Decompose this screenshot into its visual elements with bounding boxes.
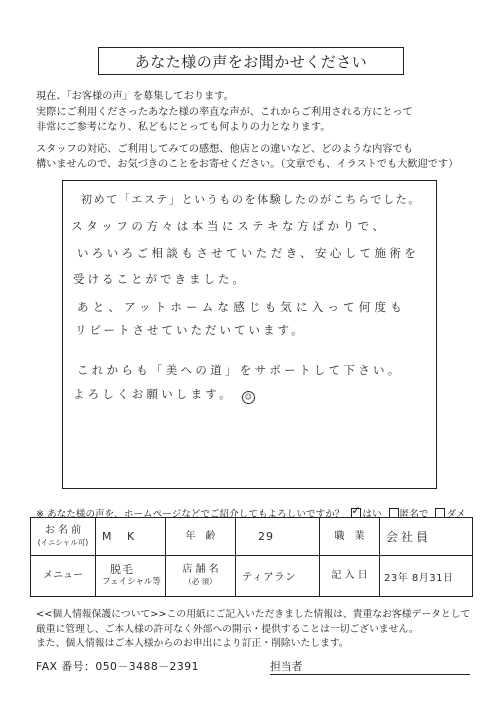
option-anonymous-label: 匿名で <box>399 509 429 520</box>
comment-line: これからも「美への道」をサポートして下さい。 <box>77 363 403 377</box>
intro-line: 非常にご参考になり、私どもにとっても何よりの力となります。 <box>36 122 331 133</box>
job-label: 職 業 <box>320 518 380 556</box>
comment-line: 受けることができました。 <box>73 272 247 286</box>
intro-line: 現在、「お客様の声」を募集しております。 <box>36 91 234 102</box>
consent-question: ※ あなた様の声を、ホームページなどでご紹介してもよろしいですか？ <box>36 509 345 520</box>
name-field[interactable]: M K <box>96 518 166 556</box>
comment-line: 初めて「エステ」というものを体験したのがこちらでした。 <box>81 193 421 206</box>
privacy-line: 厳重に管理し、ご本人様の許可なく外部への開示・提供することは一切ございません。 <box>36 623 419 635</box>
comment-box <box>62 180 437 489</box>
age-field[interactable]: 29 <box>236 518 320 556</box>
store-label-cell <box>166 556 236 597</box>
comment-line: リピートさせていただいています。 <box>75 323 306 337</box>
form-title: あなた様の声をお聞かせください <box>98 47 404 75</box>
menu-value-2: フェイシャル等 <box>102 577 161 587</box>
comment-line: いろいろご相談もさせていただき、安心して施術を <box>77 246 420 260</box>
option-no-label: ダメ <box>446 509 466 520</box>
name-label-cell <box>31 518 96 556</box>
privacy-line: また、個人情報はご本人様からのお申出により訂正・削除いたします。 <box>36 638 349 649</box>
menu-value-1: 脱毛 <box>110 563 134 576</box>
customer-info-table <box>30 517 473 597</box>
menu-field[interactable] <box>96 556 166 597</box>
comment-line: スタッフの方々は本当にステキな方ばかりで、 <box>71 219 388 233</box>
name-sublabel: (イニシャル可) <box>37 537 89 547</box>
fax-number: FAX 番号：050－3488－2391 <box>36 660 199 673</box>
name-label: お 名 前 <box>44 524 82 536</box>
comment-line: よろしくお願いします。 <box>73 387 234 401</box>
option-yes-label: はい <box>362 509 382 520</box>
store-field[interactable]: ティアラン <box>236 556 320 597</box>
store-sublabel: （必 須） <box>184 577 217 586</box>
smiley-icon: ☺ <box>242 391 255 404</box>
intro-line: 構いませんので、お気づきのことをお寄せください。（文章でも、イラストでも大歓迎です） <box>36 159 459 170</box>
age-label: 年 齢 <box>166 518 236 556</box>
intro-line: スタッフの対応、ご利用してみての感想、他店との違いなど、どのような内容でも <box>36 143 413 155</box>
menu-label: メニュー <box>31 556 96 597</box>
date-label: 記 入 日 <box>320 556 380 597</box>
intro-text <box>36 89 476 173</box>
privacy-line: <<個人情報保護について>>この用紙にご記入いただきました情報は、貴重なお客様データとして <box>36 609 471 620</box>
date-field[interactable]: 23年 8月31日 <box>380 556 473 597</box>
store-label: 店 舗 名 <box>182 564 219 575</box>
comment-line: あと、アットホームな感じも気に入って何度も <box>77 300 406 314</box>
comment-line-last <box>73 386 255 404</box>
privacy-notice <box>36 608 476 652</box>
staff-signature-line <box>270 674 470 675</box>
staff-label: 担当者 <box>270 660 303 673</box>
intro-line: 実際にご利用くださったあなた様の率直な声が、これからご利用される方にとって <box>36 106 413 118</box>
job-field[interactable]: 会社員 <box>380 518 473 556</box>
